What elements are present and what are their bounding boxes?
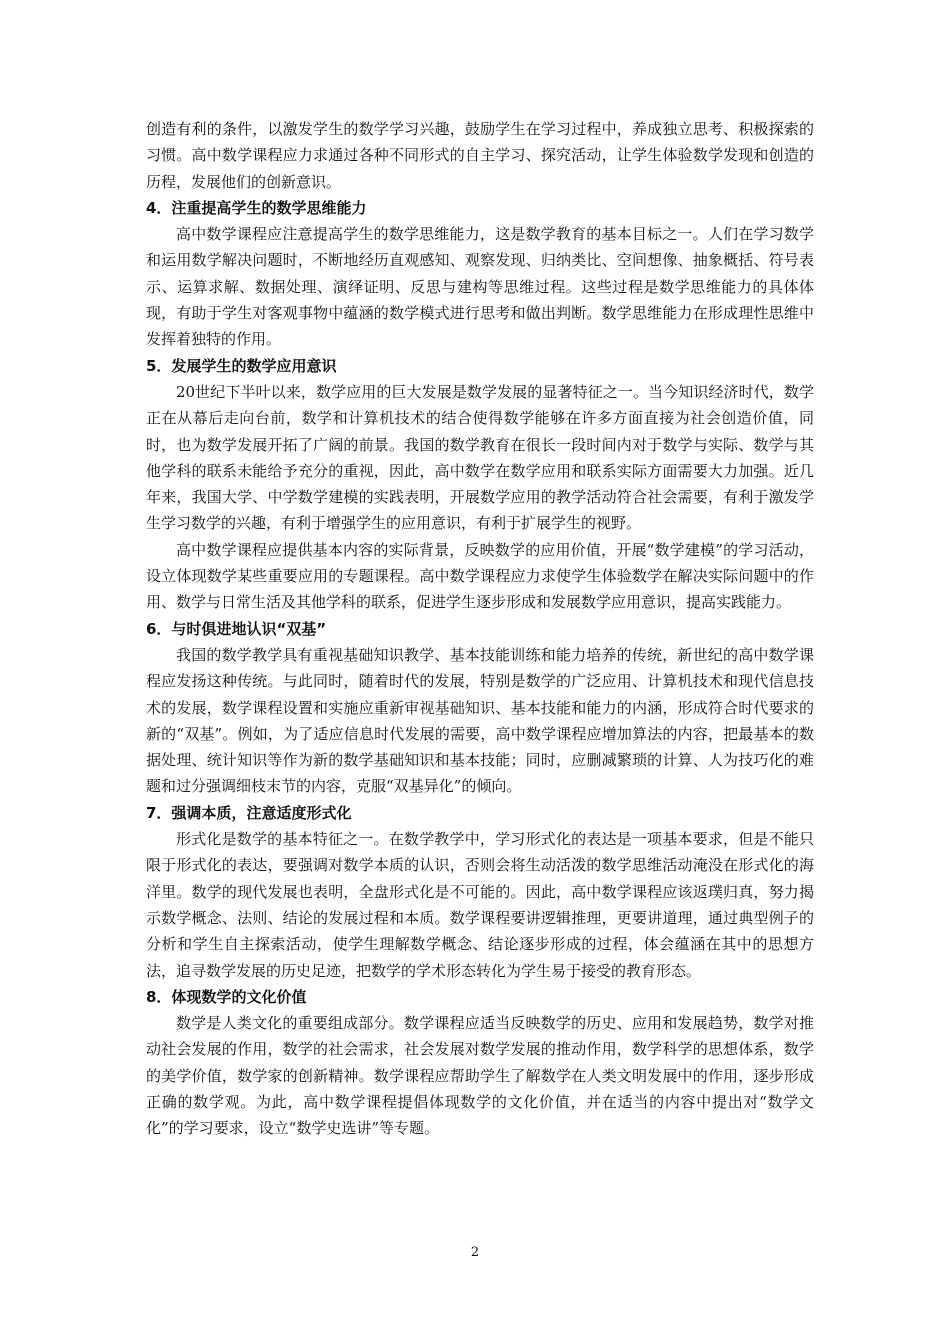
paragraph-application-history: 20世纪下半叶以来，数学应用的巨大发展是数学发展的显著特征之一。当今知识经济时代，数学正在从幕后走向台前，数学和计算机技术的结合使得数学能够在许多方面直接为社会创造价值，同时，也为数学发展开拓了广阔的前景。我国的数学教育在很长一段时间内对于数学与实际、数学与其他学科的联系未能给予充分的重视，因此，高中数学在数学应用和联系实际方面需要大力加强。近几年来，我国大学、中学数学建模的实践表明，开展数学应用的教学活动符合社会需要，有利于激发学生学习数学的兴趣，有利于增强学生的应用意识，有利于扩展学生的视野。	[146, 382, 814, 533]
heading-thinking-ability: 4．注重提高学生的数学思维能力	[146, 198, 367, 217]
paragraph-cultural-value: 数学是人类文化的重要组成部分。数学课程应适当反映数学的历史、应用和发展趋势，数学对推动社会发展的作用，数学的社会需求，社会发展对数学发展的推动作用，数学科学的思想体系，数学的美学价值，数学家的创新精神。数学课程应帮助学生了解数学在人类文明发展中的作用，逐步形成正确的数学观。为此，高中数学课程提倡体现数学的文化价值，并在适当的内容中提出对“数学文化”的学习要求，设立“数学史选讲”等专题。	[146, 1014, 814, 1138]
heading-cultural-value: 8．体现数学的文化价值	[146, 987, 307, 1006]
heading-application-awareness: 5．发展学生的数学应用意识	[146, 356, 337, 375]
paragraph-innovation-continued: 创造有利的条件，以激发学生的数学学习兴趣，鼓励学生在学习过程中，养成独立思考、积极探索的习惯。高中数学课程应力求通过各种不同形式的自主学习、探究活动，让学生体验数学发现和创造的历程，发展他们的创新意识。	[146, 120, 814, 191]
document-body	[146, 116, 814, 1142]
page-number: 2	[470, 1245, 480, 1260]
paragraph-thinking-ability: 高中数学课程应注意提高学生的数学思维能力，这是数学教育的基本目标之一。人们在学习数学和运用数学解决问题时，不断地经历直观感知、观察发现、归纳类比、空间想像、抽象概括、符号表示、运算求解、数据处理、演绎证明、反思与建构等思维过程。这些过程是数学思维能力的具体体现，有助于学生对客观事物中蕴涵的数学模式进行思考和做出判断。数学思维能力在形成理性思维中发挥着独特的作用。	[146, 225, 814, 349]
paragraph-double-basics: 我国的数学教学具有重视基础知识教学、基本技能训练和能力培养的传统，新世纪的高中数学课程应发扬这种传统。与此同时，随着时代的发展，特别是数学的广泛应用、计算机技术和现代信息技术的发展，数学课程设置和实施应重新审视基础知识、基本技能和能力的内涵，形成符合时代要求的新的“双基”。例如，为了适应信息时代发展的需要，高中数学课程应增加算法的内容，把最基本的数据处理、统计知识等作为新的数学基础知识和基本技能；同时，应删减繁琐的计算、人为技巧化的难题和过分强调细枝末节的内容，克服“双基异化”的倾向。	[146, 645, 814, 796]
heading-double-basics: 6．与时俱进地认识“双基”	[146, 619, 327, 638]
heading-formalization: 7．强调本质，注意适度形式化	[146, 803, 352, 822]
paragraph-application-curriculum: 高中数学课程应提供基本内容的实际背景，反映数学的应用价值，开展“数学建模”的学习活动，设立体现数学某些重要应用的专题课程。高中数学课程应力求使学生体验数学在解决实际问题中的作用、数学与日常生活及其他学科的联系，促进学生逐步形成和发展数学应用意识，提高实践能力。	[146, 540, 814, 612]
paragraph-formalization: 形式化是数学的基本特征之一。在数学教学中，学习形式化的表达是一项基本要求，但是不能只限于形式化的表达，要强调对数学本质的认识，否则会将生动活泼的数学思维活动淹没在形式化的海洋里。数学的现代发展也表明，全盘形式化是不可能的。因此，高中数学课程应该返璞归真，努力揭示数学概念、法则、结论的发展过程和本质。数学课程要讲逻辑推理，更要讲道理，通过典型例子的分析和学生自主探索活动，使学生理解数学概念、结论逐步形成的过程，体会蕴涵在其中的思想方法，追寻数学发展的历史足迹，把数学的学术形态转化为学生易于接受的教育形态。	[146, 830, 814, 980]
